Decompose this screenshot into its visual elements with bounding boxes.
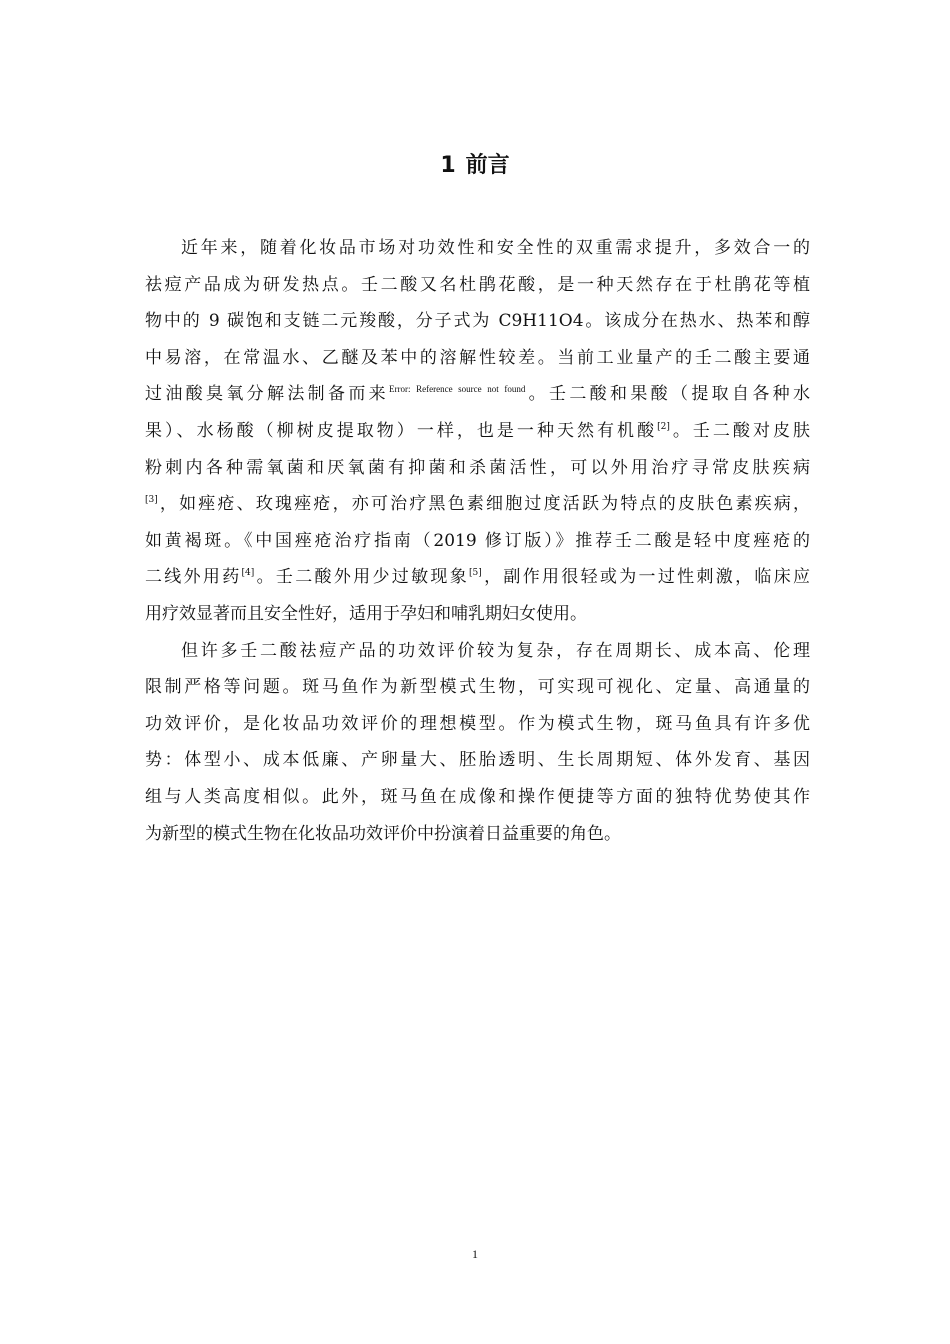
section-title: 前言 [465,153,510,178]
paragraph-line: 粉刺内各种需氧菌和厌氧菌有抑菌和杀菌活性，可以外用治疗寻常皮肤疾病 [145,457,810,478]
citation-ref: [2] [657,421,670,432]
line-text: 二线外用药 [145,567,242,588]
paragraph-line: 物中的 9 碳饱和支链二元羧酸，分子式为 C9H11O4。该成分在热水、热苯和醇 [145,311,810,332]
paragraph-line: 势：体型小、成本低廉、产卵量大、胚胎透明、生长周期短、体外发育、基因 [145,750,810,771]
line-text: ，如痤疮、玫瑰痤疮，亦可治疗黑色素细胞过度活跃为特点的皮肤色素疾病， [157,494,810,515]
paragraph-line [145,486,810,523]
line-text: 过油酸臭氧分解法制备而来 [145,384,390,405]
paragraph-line: 为新型的模式生物在化妆品功效评价中扮演着日益重要的角色。 [145,823,621,844]
line-text: 。壬二酸和果酸（提取自各种水 [525,384,811,405]
section-number: 1 [440,153,456,178]
section-heading [0,150,950,182]
paragraph-line [145,559,810,596]
body-text [145,230,810,852]
citation-error: Error: Reference source not found [389,384,526,395]
paragraph-line: 但许多壬二酸祛痘产品的功效评价较为复杂，存在周期长、成本高、伦理 [181,640,810,661]
citation-ref: [3] [145,495,158,506]
paragraph-line [145,376,810,413]
paragraph-line: 用疗效显著而且安全性好，适用于孕妇和哺乳期妇女使用。 [145,603,587,624]
paragraph-line: 祛痘产品成为研发热点。壬二酸又名杜鹃花酸，是一种天然存在于杜鹃花等植 [145,274,810,295]
paragraph-line [145,413,810,450]
paragraph-line: 限制严格等问题。斑马鱼作为新型模式生物，可实现可视化、定量、高通量的 [145,677,810,698]
paragraph-line: 近年来，随着化妆品市场对功效性和安全性的双重需求提升，多效合一的 [181,238,810,258]
line-text: 果）、水杨酸（柳树皮提取物）一样，也是一种天然有机酸 [145,420,658,441]
paragraph-line: 组与人类高度相似。此外，斑马鱼在成像和操作便捷等方面的独特优势使其作 [145,786,810,807]
paragraph-line: 功效评价，是化妆品功效评价的理想模型。作为模式生物，斑马鱼具有许多优 [145,713,810,734]
citation-ref: [5] [469,568,482,579]
paragraph-zebrafish [145,633,810,853]
citation-ref: [4] [241,568,255,579]
line-text: 。壬二酸对皮肤 [669,420,811,441]
paragraph-line: 如黄褐斑。《中国痤疮治疗指南（2019 修订版）》推荐壬二酸是轻中度痤疮的 [145,530,810,551]
page-number: 1 [472,1247,478,1261]
line-text: 。壬二酸外用少过敏现象 [254,567,470,588]
paragraph-line: 中易溶，在常温水、乙醚及苯中的溶解性较差。当前工业量产的壬二酸主要通 [145,347,810,368]
paragraph-introduction [145,230,810,633]
line-text: ，副作用很轻或为一过性刺激，临床应 [481,567,811,588]
